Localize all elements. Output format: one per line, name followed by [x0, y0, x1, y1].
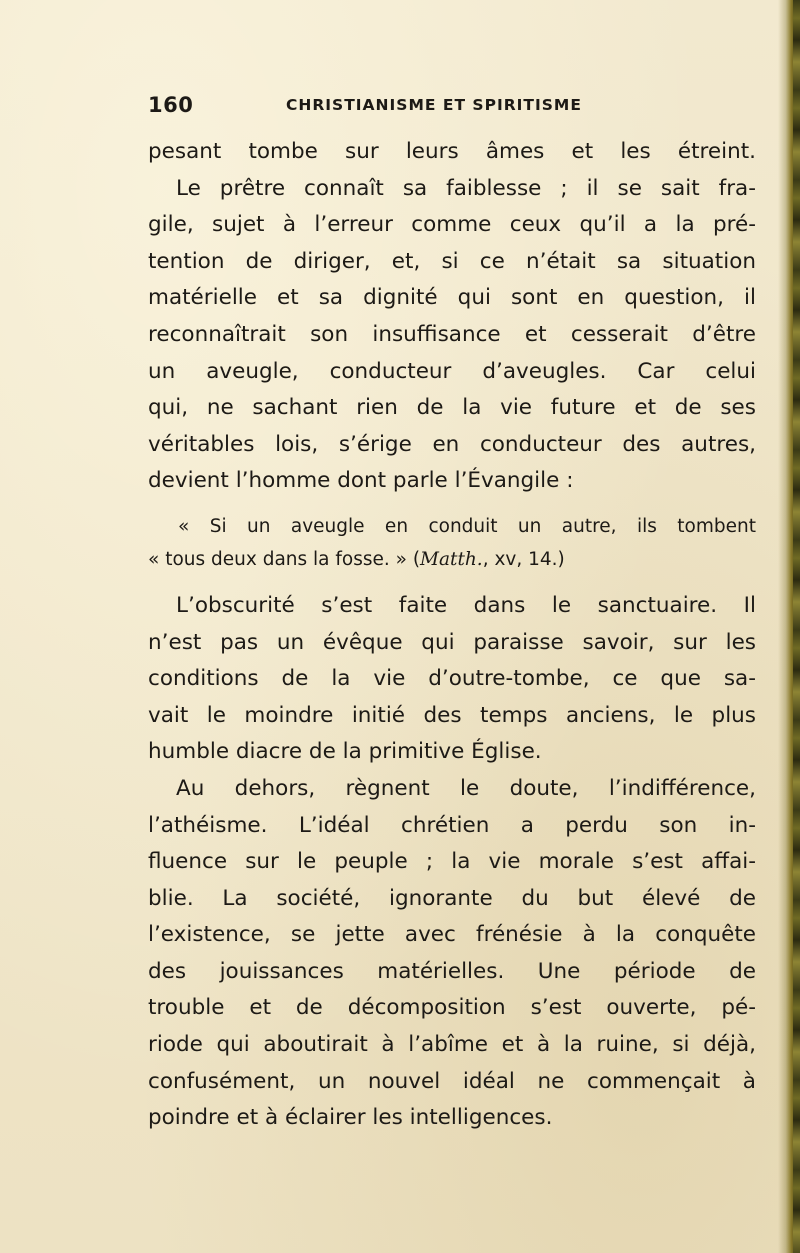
text-line: L’obscurité s’est faite dans le sanctuaire. Il [176, 592, 756, 618]
text-line: véritables lois, s’érige en conducteur des autres, [148, 431, 756, 457]
text-line: blie. La société, ignorante du but élevé de [148, 885, 756, 911]
text-line: humble diacre de la primitive Église. [148, 739, 542, 765]
text-line: qui, ne sachant rien de la vie future et de ses [148, 395, 756, 421]
text-line: confusément, un nouvel idéal ne commençait à [148, 1068, 756, 1094]
text-line: trouble et de décomposition s’est ouverte, pé- [148, 995, 756, 1021]
body-text [148, 134, 756, 1137]
page-number: 160 [148, 93, 194, 117]
text-line: pesant tombe sur leurs âmes et les étreint. [148, 139, 756, 164]
text-line: Le prêtre connaît sa faiblesse ; il se sait fra- [176, 175, 756, 201]
text-line: conditions de la vie d’outre-tombe, ce que sa- [148, 666, 756, 692]
page-edge-binding-shadow [778, 0, 800, 1253]
gospel-quote [148, 510, 756, 576]
paragraph-3 [148, 771, 756, 1137]
paragraph-1 [148, 134, 756, 500]
text-line: fluence sur le peuple ; la vie morale s’est affai- [148, 849, 756, 875]
text-line: n’est pas un évêque qui paraisse savoir, sur les [148, 629, 756, 655]
quote-line: « Si un aveugle en conduit un autre, ils tombent [178, 515, 756, 537]
text-line: reconnaîtrait son insuffisance et cesserait d’être [148, 321, 756, 347]
running-title: CHRISTIANISME ET SPIRITISME [286, 96, 582, 114]
text-line: l’athéisme. L’idéal chrétien a perdu son in- [148, 812, 756, 838]
text-line: l’existence, se jette avec frénésie à la conquête [148, 922, 756, 948]
paragraph-gap [148, 576, 756, 588]
text-line: matérielle et sa dignité qui sont en question, il [148, 285, 756, 311]
quote-line [148, 543, 756, 576]
quote-reference: Matth. [420, 548, 483, 570]
paragraph-2 [148, 588, 756, 771]
text-line: des jouissances matérielles. Une période de [148, 958, 756, 984]
text-line: vait le moindre initié des temps anciens, le plus [148, 702, 756, 728]
text-line: poindre et à éclairer les intelligences. [148, 1105, 553, 1131]
text-line: Au dehors, règnent le doute, l’indifférence, [176, 775, 756, 801]
page-header [148, 93, 756, 121]
text-line: devient l’homme dont parle l’Évangile : [148, 468, 574, 494]
text-line: riode qui aboutirait à l’abîme et à la ruine, si déjà, [148, 1032, 756, 1058]
text-line: gile, sujet à l’erreur comme ceux qu’il a la pré- [148, 212, 756, 238]
quote-reference-tail: , xv, 14.) [482, 548, 565, 570]
quote-text: « tous deux dans la fosse. » ( [148, 548, 421, 570]
text-line: un aveugle, conducteur d’aveugles. Car celui [148, 358, 756, 384]
text-line: tention de diriger, et, si ce n’était sa situation [148, 248, 756, 274]
